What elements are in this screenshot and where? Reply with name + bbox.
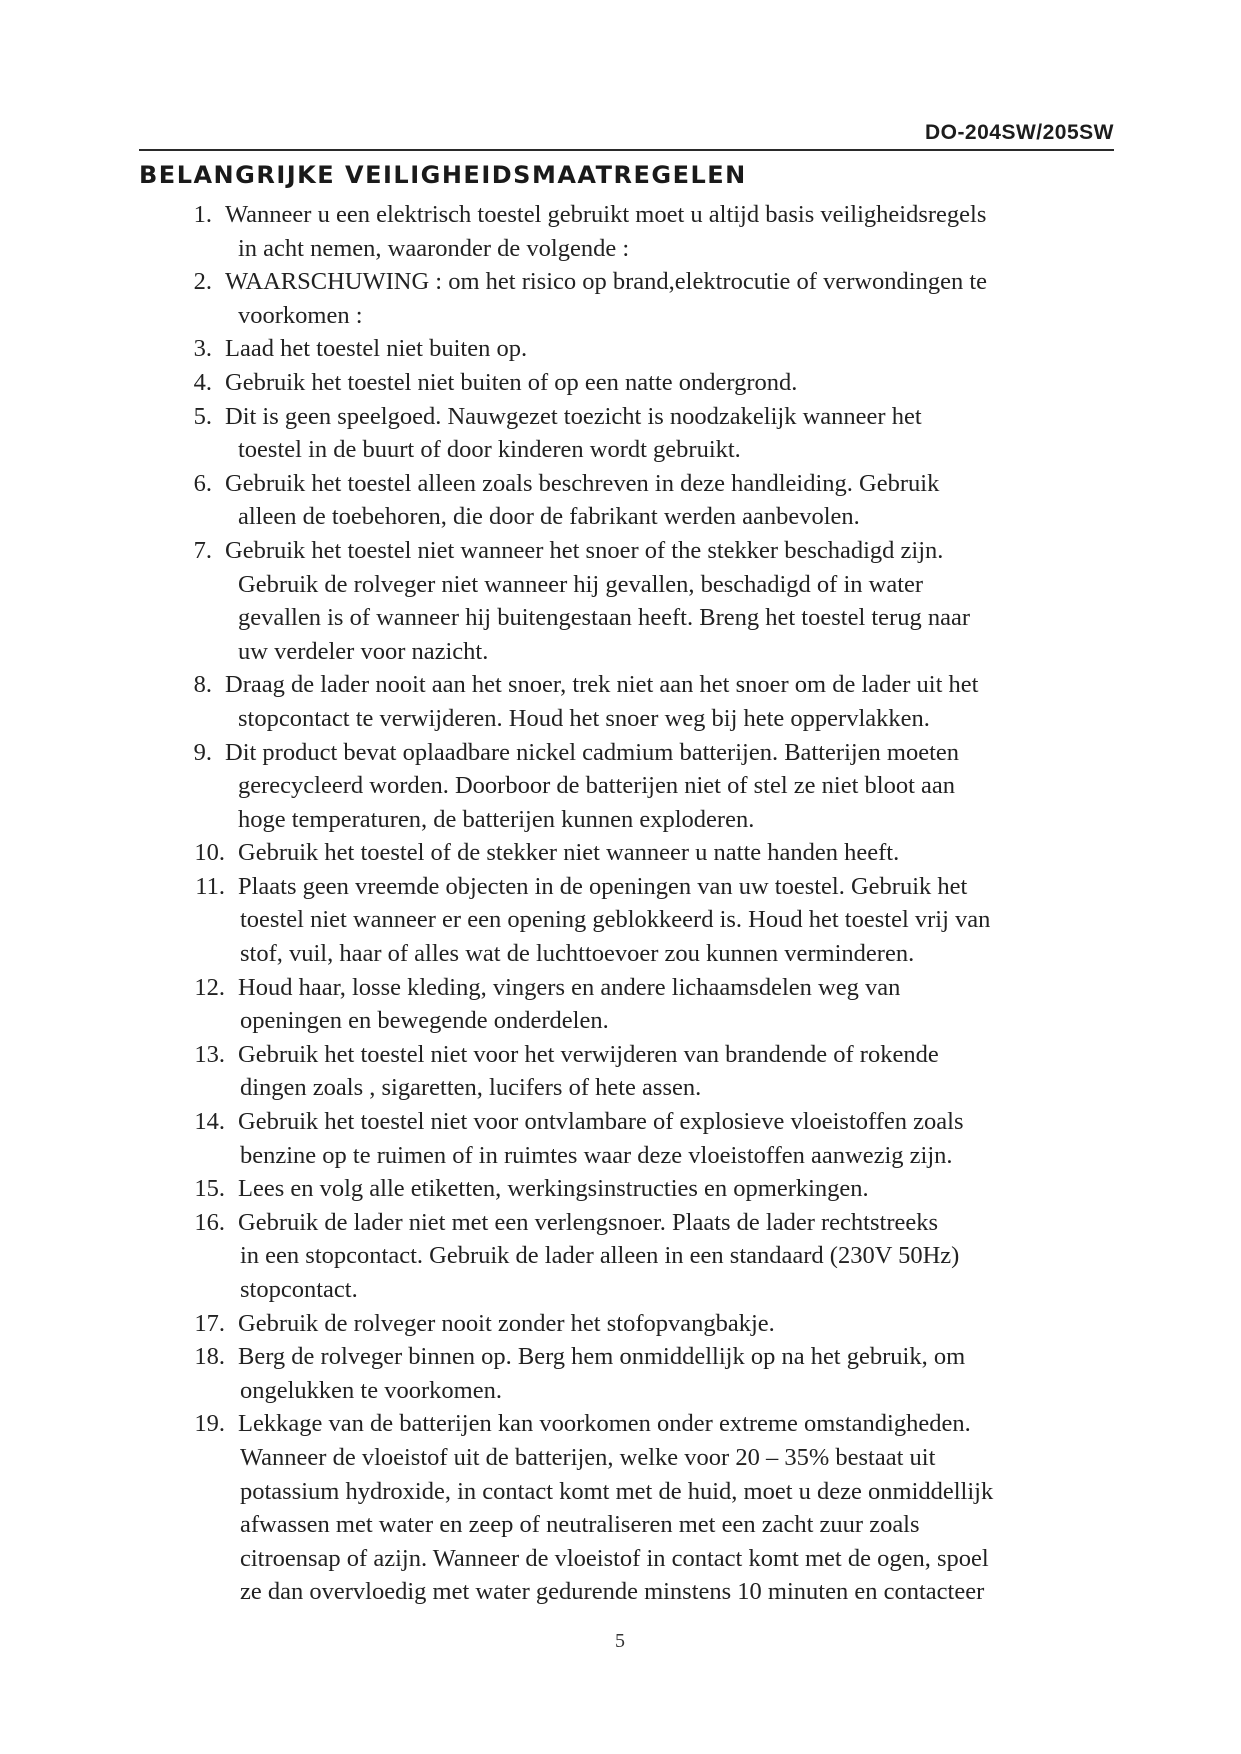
safety-rules-list (0, 198, 1241, 1609)
list-item-text-line: dingen zoals , sigaretten, lucifers of hete assen. (240, 1074, 702, 1102)
list-item-text-line: Gebruik het toestel of de stekker niet wanneer u natte handen heeft. (238, 839, 900, 867)
list-item-text-line: hoge temperaturen, de batterijen kunnen exploderen. (238, 805, 755, 833)
list-item-text-line: ongelukken te voorkomen. (240, 1376, 502, 1404)
model-code: DO-204SW/205SW (924, 121, 1114, 144)
list-item-number: 13. (194, 1040, 225, 1068)
list-item-number: 17. (194, 1309, 225, 1337)
list-item-text-line: stopcontact. (240, 1276, 358, 1303)
list-item-number: 12. (194, 973, 225, 1001)
list-item-text-line: WAARSCHUWING : om het risico op brand,elektrocutie of verwondingen te (225, 268, 988, 296)
list-item-text-line: Lekkage van de batterijen kan voorkomen onder extreme omstandigheden. (238, 1410, 971, 1438)
list-item-text-line: Gebruik het toestel niet wanneer het snoer of the stekker beschadigd zijn. (225, 536, 944, 564)
list-item-text-line: Gebruik het toestel niet voor het verwijderen van brandende of rokende (238, 1040, 939, 1068)
list-item-text-line: Gebruik het toestel alleen zoals beschreven in deze handleiding. Gebruik (225, 469, 940, 497)
list-item-text-line: Lees en volg alle etiketten, werkingsinstructies en opmerkingen. (238, 1175, 869, 1203)
list-item-text-line: in acht nemen, waaronder de volgende : (238, 234, 630, 262)
list-item-text-line: uw verdeler voor nazicht. (238, 637, 489, 665)
list-item (0, 836, 1241, 870)
list-item (0, 467, 1241, 534)
list-item-text-line: Gebruik de rolveger niet wanneer hij gevallen, beschadigd of in water (238, 570, 924, 598)
list-item (0, 1307, 1241, 1341)
list-item-number: 9. (193, 738, 212, 766)
list-item-number: 6. (193, 469, 212, 497)
list-item-number: 15. (194, 1175, 225, 1203)
list-item-text-line: Dit product bevat oplaadbare nickel cadmium batterijen. Batterijen moeten (225, 738, 960, 766)
list-item-number: 14. (194, 1108, 225, 1136)
list-item-text-line: gevallen is of wanneer hij buitengestaan heeft. Breng het toestel terug naar (238, 604, 970, 632)
page-title: BELANGRIJKE VEILIGHEIDSMAATREGELEN (139, 161, 747, 189)
list-item-text-line: stopcontact te verwijderen. Houd het snoer weg bij hete oppervlakken. (238, 704, 930, 732)
header-divider (139, 149, 1114, 151)
list-item-number: 4. (193, 368, 212, 396)
list-item-number: 2. (193, 268, 212, 296)
list-item-text-line: Wanneer u een elektrisch toestel gebruikt moet u altijd basis veiligheidsregels (225, 201, 987, 228)
list-item (0, 971, 1241, 1038)
list-item (0, 366, 1241, 400)
list-item-number: 5. (193, 402, 212, 430)
list-item-text-line: in een stopcontact. Gebruik de lader alleen in een standaard (230V 50Hz) (240, 1242, 960, 1270)
list-item (0, 400, 1241, 467)
list-item (0, 265, 1241, 332)
list-item-number: 8. (193, 671, 212, 699)
list-item (0, 198, 1241, 265)
list-item-text-line: Houd haar, losse kleding, vingers en andere lichaamsdelen weg van (238, 973, 901, 1001)
list-item-text-line: Gebruik het toestel niet buiten of op een natte ondergrond. (225, 368, 798, 396)
list-item (0, 1038, 1241, 1105)
list-item-text-line: stof, vuil, haar of alles wat de luchttoevoer zou kunnen verminderen. (240, 940, 915, 968)
list-item (0, 736, 1241, 837)
list-item (0, 870, 1241, 971)
list-item-text-line: Gebruik de lader niet met een verlengsnoer. Plaats de lader rechtstreeks (238, 1208, 939, 1236)
list-item-text-line: alleen de toebehoren, die door de fabrikant werden aanbevolen. (238, 503, 860, 531)
list-item (0, 1407, 1241, 1609)
list-item (0, 534, 1241, 668)
list-item-text-line: ze dan overvloedig met water gedurende minstens 10 minuten en contacteer (240, 1578, 985, 1606)
list-item (0, 1172, 1241, 1206)
list-item-text-line: citroensap of azijn. Wanneer de vloeistof in contact komt met de ogen, spoel (240, 1544, 989, 1572)
list-item (0, 1206, 1241, 1307)
list-item-number: 16. (194, 1208, 225, 1236)
list-item-number: 1. (193, 201, 212, 228)
list-item-number: 11. (195, 872, 225, 900)
list-item-text-line: potassium hydroxide, in contact komt met de huid, moet u deze onmiddellijk (240, 1477, 994, 1505)
list-item-text-line: Plaats geen vreemde objecten in de openingen van uw toestel. Gebruik het (238, 872, 968, 900)
list-item-text-line: Laad het toestel niet buiten op. (225, 335, 528, 363)
list-item-text-line: toestel niet wanneer er een opening geblokkeerd is. Houd het toestel vrij van (240, 906, 991, 934)
list-item-text-line: openingen en bewegende onderdelen. (240, 1007, 609, 1035)
list-item-text-line: afwassen met water en zeep of neutraliseren met een zacht zuur zoals (240, 1511, 920, 1539)
list-item-text-line: Dit is geen speelgoed. Nauwgezet toezicht is noodzakelijk wanneer het (225, 402, 922, 430)
list-item (0, 1340, 1241, 1407)
list-item-number: 19. (194, 1410, 225, 1438)
list-item-number: 18. (194, 1343, 225, 1371)
list-item (0, 668, 1241, 735)
list-item-text-line: Berg de rolveger binnen op. Berg hem onmiddellijk op na het gebruik, om (238, 1343, 966, 1371)
list-item-text-line: toestel in de buurt of door kinderen wordt gebruikt. (238, 436, 741, 464)
list-item (0, 1105, 1241, 1172)
list-item-text-line: benzine op te ruimen of in ruimtes waar deze vloeistoffen aanwezig zijn. (240, 1141, 953, 1169)
list-item (0, 332, 1241, 366)
page-number: 5 (615, 1630, 625, 1652)
list-item-text-line: Wanneer de vloeistof uit de batterijen, welke voor 20 – 35% bestaat uit (240, 1443, 936, 1471)
list-item-number: 7. (193, 536, 212, 564)
list-item-text-line: Gebruik het toestel niet voor ontvlambare of explosieve vloeistoffen zoals (238, 1108, 964, 1136)
list-item-number: 3. (193, 335, 212, 363)
list-item-number: 10. (194, 839, 225, 867)
list-item-text-line: voorkomen : (238, 301, 363, 329)
list-item-text-line: Draag de lader nooit aan het snoer, trek niet aan het snoer om de lader uit het (225, 671, 979, 699)
list-item-text-line: gerecycleerd worden. Doorboor de batterijen niet of stel ze niet bloot aan (238, 772, 956, 800)
list-item-text-line: Gebruik de rolveger nooit zonder het stofopvangbakje. (238, 1309, 775, 1337)
